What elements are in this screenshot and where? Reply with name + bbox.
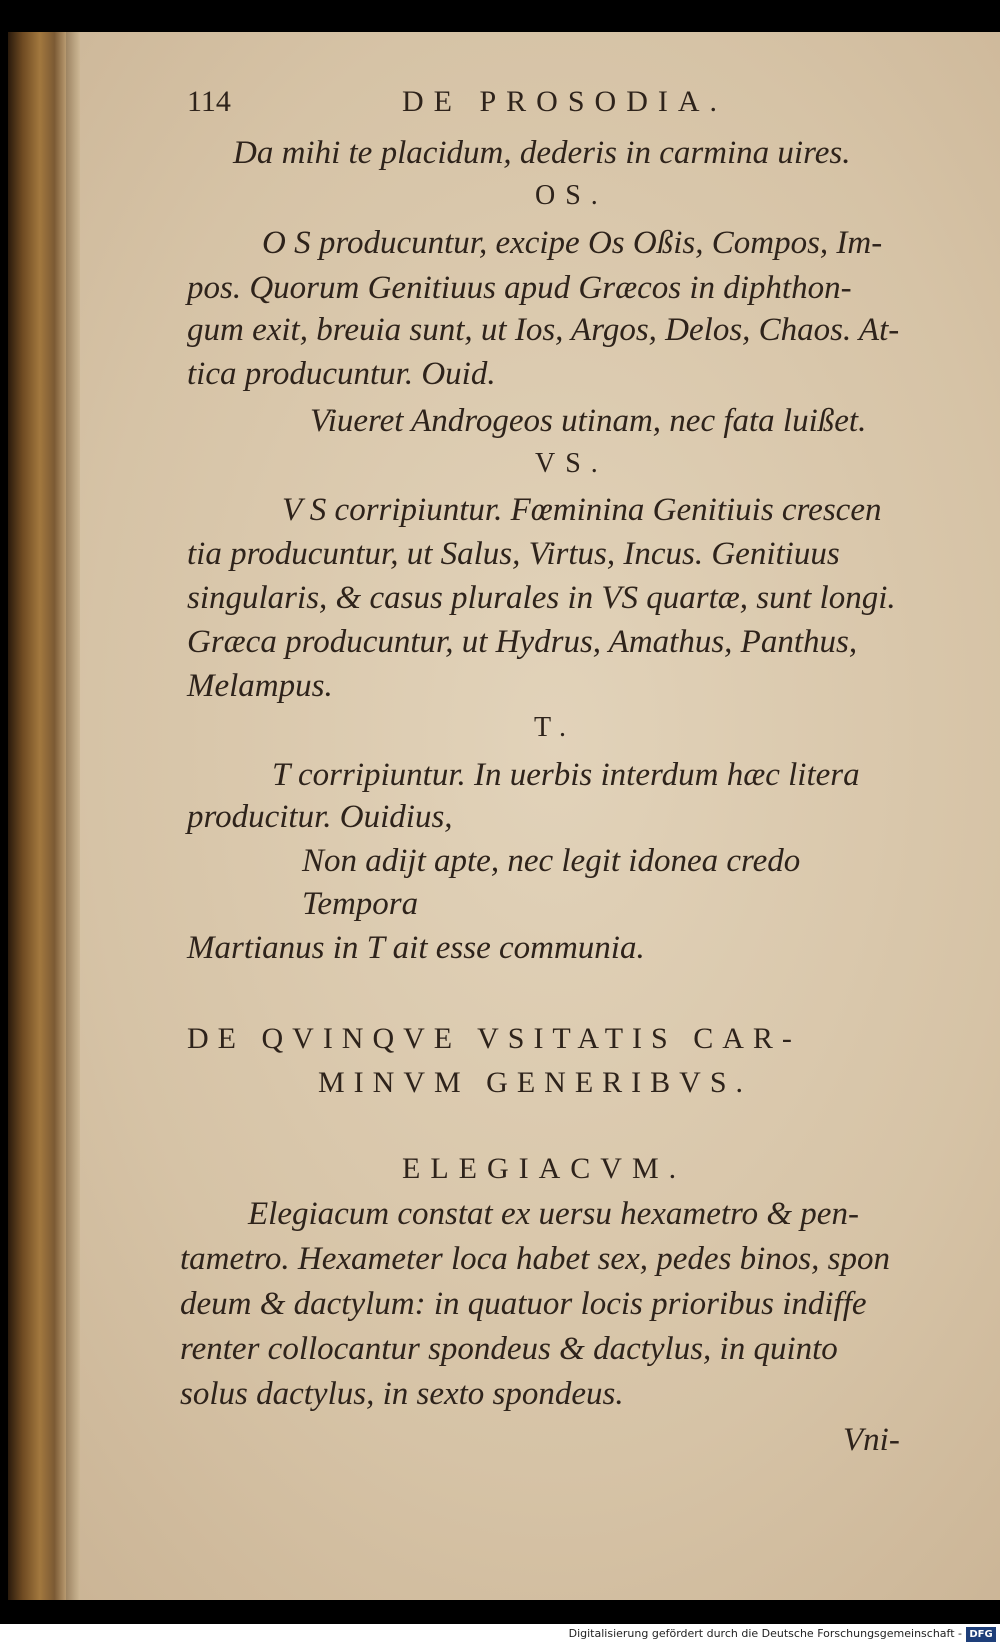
chapter-heading: DE QVINQVE VSITATIS CAR- <box>187 1022 801 1055</box>
text-line: renter collocantur spondeus & dactylus, in quinto <box>180 1331 838 1367</box>
catchword: Vni- <box>843 1422 900 1458</box>
text-line: T corripiuntur. In uerbis interdum hæc litera <box>272 757 860 793</box>
section-heading-elegiacum: ELEGIACVM. <box>402 1152 687 1185</box>
text-line: Græca producuntur, ut Hydrus, Amathus, Panthus, <box>187 624 858 660</box>
dfg-logo-icon: DFG <box>966 1627 996 1642</box>
text-line: tica producuntur. Ouid. <box>187 356 496 392</box>
chapter-heading: MINVM GENERIBVS. <box>318 1066 753 1099</box>
page-edge <box>66 32 80 1600</box>
book-spine <box>8 32 66 1600</box>
verse-line: Viueret Androgeos utinam, nec fata luißet. <box>310 403 867 439</box>
text-line: Da mihi te placidum, dederis in carmina uires. <box>233 135 851 171</box>
page-number: 114 <box>187 85 231 118</box>
verse-line: Tempora <box>302 886 419 922</box>
text-line: O S producuntur, excipe Os Oßis, Compos, Im- <box>262 225 883 261</box>
verse-line: Non adijt apte, nec legit idonea credo <box>302 843 801 879</box>
text-line: Martianus in T ait esse communia. <box>187 930 645 966</box>
footer-credit: Digitalisierung gefördert durch die Deutsche Forschungsgemeinschaft - <box>568 1627 962 1640</box>
text-line: singularis, & casus plurales in VS quartæ, sunt longi. <box>187 580 896 616</box>
footer-bar <box>0 1624 1000 1646</box>
section-heading-os: OS. <box>535 180 608 211</box>
text-line: solus dactylus, in sexto spondeus. <box>180 1376 624 1412</box>
text-line: producitur. Ouidius, <box>187 799 453 835</box>
text-line: pos. Quorum Genitiuus apud Græcos in diphthon- <box>187 270 852 306</box>
text-line: Melampus. <box>187 668 333 704</box>
text-line: tia producuntur, ut Salus, Virtus, Incus. Genitiuus <box>187 536 840 572</box>
text-line: V S corripiuntur. Fœminina Genitiuis crescen <box>282 492 882 528</box>
running-head: DE PROSODIA. <box>402 85 728 118</box>
text-line: Elegiacum constat ex uersu hexametro & pen- <box>248 1196 859 1232</box>
section-heading-t: T. <box>534 712 577 743</box>
text-line: tametro. Hexameter loca habet sex, pedes binos, spon <box>180 1241 890 1277</box>
text-line: gum exit, breuia sunt, ut Ios, Argos, Delos, Chaos. At- <box>187 312 900 348</box>
section-heading-vs: VS. <box>535 448 608 479</box>
text-line: deum & dactylum: in quatuor locis prioribus indiffe <box>180 1286 867 1322</box>
